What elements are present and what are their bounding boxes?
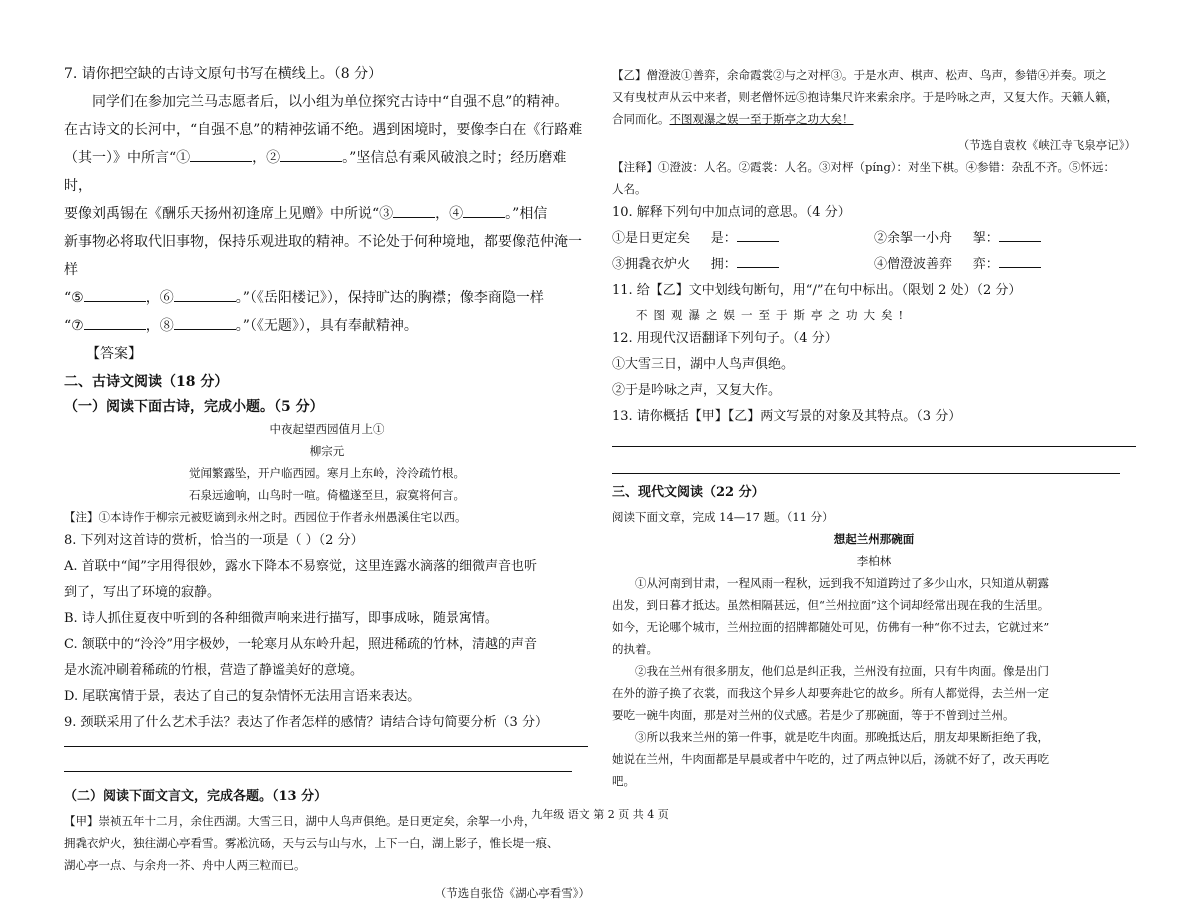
q10-item-label: 拥： [710, 257, 737, 272]
q10-item [612, 226, 874, 252]
q7-line: 新事物必将取代旧事物，保持乐观进取的精神。不论处于何种境地，都要像范仲淹一样 [64, 234, 582, 278]
blank-1[interactable] [190, 147, 252, 162]
q8-option-c: C. 颔联中的“泠泠”用字极妙，一轮寒月从东岭升起，照进稀疏的竹林，清越的声音 [64, 637, 538, 652]
q7-text: ，② [252, 150, 281, 166]
yi-note: 人名。 [612, 182, 647, 196]
q11-sentence: 不图观瀑之娱一至于斯亭之功大矣! [636, 308, 910, 322]
jia-source: （节选自张岱《湖心亭看雪》） [434, 886, 590, 900]
article-paragraph: ①从河南到甘肃，一程风雨一程秋，远到我不知道跨过了多少山水，只知道从朝露 [635, 576, 1049, 590]
yi-text: 又有曳杖声从云中来者，则老僧怀远⑤抱诗集尺许来索余序。于是吟咏之声，又复大作。天籁人籁， [612, 90, 1118, 104]
yi-text-part: 合同而化。 [612, 112, 670, 126]
article-paragraph: 如今，无论哪个城市，兰州拉面的招牌都随处可见，仿佛有一种“你不过去，它就过来” [612, 620, 1050, 634]
q10-blank[interactable] [999, 253, 1041, 268]
q7-title: 7. 请你把空缺的古诗文原句书写在横线上。（8 分） [64, 66, 383, 82]
q10-blank[interactable] [999, 227, 1041, 242]
q7-line [64, 284, 590, 312]
q10-item [874, 252, 1136, 278]
q7-line: 在古诗文的长河中，“自强不息”的精神弦诵不绝。遇到困境时，要像李白在《行路难 [64, 122, 583, 138]
q12-title: 12. 用现代汉语翻译下列句子。（4 分） [612, 331, 838, 346]
part2-title: （二）阅读下面文言文，完成各题。（13 分） [64, 789, 328, 804]
blank-8[interactable] [174, 315, 236, 330]
blank-3[interactable] [393, 203, 435, 218]
q9-title: 9. 颈联采用了什么艺术手法？表达了作者怎样的感情？请结合诗句简要分析（3 分） [64, 715, 548, 730]
q8-option-c: 是水流冲刷着稀疏的竹根，营造了静谧美好的意境。 [64, 663, 364, 678]
q7-line [64, 144, 590, 200]
article-paragraph: 要吃一碗牛肉面，那是对兰州的仪式感。若是少了那碗面，等于不曾到过兰州。 [612, 708, 1015, 722]
page-footer: 九年级 语文 第 2 页 共 4 页 [531, 808, 669, 821]
blank-2[interactable] [280, 147, 342, 162]
yi-text [612, 108, 1136, 130]
poem-line: 石泉远逾响，山鸟时一喧。倚楹遂至旦，寂寞将何言。 [189, 488, 465, 502]
q10-item-label: 挐： [972, 231, 999, 246]
q8-option-b: B. 诗人抓住夏夜中听到的各种细微声响来进行描写，即事成咏，随景寓情。 [64, 611, 498, 626]
q10-blank[interactable] [737, 227, 779, 242]
q7-text: ，⑥ [145, 290, 174, 306]
q10-item-text: ①是日更定矣 [612, 231, 691, 246]
q10-item-text: ②余挐一小舟 [874, 231, 953, 246]
q10-row [612, 226, 1136, 252]
q7-text: 。”（《岳阳楼记》），保持旷达的胸襟；像李商隐一样 [235, 290, 544, 306]
answer-label: 【答案】 [86, 346, 142, 362]
right-column [612, 64, 1136, 792]
q7-text: ，④ [435, 206, 464, 222]
article-paragraph: 在外的游子换了衣裳，而我这个异乡人却要奔赴它的故乡。所有人都觉得，去兰州一定 [612, 686, 1049, 700]
q7-text: 要像刘禹锡在《酬乐天扬州初逢席上见赠》中所说“③ [64, 206, 394, 222]
part1-title: （一）阅读下面古诗，完成小题。（5 分） [64, 399, 324, 415]
underlined-sentence: 不图观瀑之娱一至于斯亭之功大矣！ [669, 112, 854, 126]
jia-text: 【甲】崇祯五年十二月，余住西湖。大雪三日，湖中人鸟声俱绝。是日更定矣，余挐一小舟， [64, 814, 536, 828]
section3-intro: 阅读下面文章，完成 14—17 题。（11 分） [612, 510, 834, 524]
q10-item [874, 226, 1136, 252]
q8-title: 8. 下列对这首诗的赏析，恰当的一项是（ ）（2 分） [64, 533, 364, 548]
section3-title: 三、现代文阅读（22 分） [612, 485, 765, 500]
q13-title: 13. 请你概括【甲】【乙】两文写景的对象及其特点。（3 分） [612, 409, 962, 424]
yi-note: 【注释】①澄波：人名。②霞裳：人名。③对枰（píng）：对坐下棋。④参错：杂乱不齐。⑤怀远： [612, 160, 1116, 174]
q7-text: 。”（《无题》），具有奉献精神。 [235, 318, 418, 334]
blank-5[interactable] [84, 287, 146, 302]
left-column [64, 60, 590, 904]
q7-text: 。”坚信总有乘风破浪之时；经历磨难时， [64, 150, 567, 194]
q10-row [612, 252, 1136, 278]
q12-item: ①大雪三日，湖中人鸟声俱绝。 [612, 357, 795, 372]
q7-text: “⑤ [64, 290, 84, 306]
article-title: 想起兰州那碗面 [833, 532, 915, 546]
blank-4[interactable] [463, 203, 505, 218]
blank-7[interactable] [84, 315, 146, 330]
poem-note: 【注】①本诗作于柳宗元被贬谪到永州之时。西园位于作者永州愚溪住宅以西。 [64, 510, 467, 524]
answer-line[interactable] [612, 446, 1136, 447]
q11-title: 11. 给【乙】文中划线句断句，用“/”在句中标出。（限划 2 处）（2 分） [612, 283, 1022, 298]
q7-text: ，⑧ [145, 318, 174, 334]
answer-line[interactable] [64, 771, 572, 772]
article-paragraph: ③所以我来兰州的第一件事，就是吃牛肉面。那晚抵达后，朋友却果断拒绝了我， [635, 730, 1049, 744]
q7-line [64, 200, 590, 228]
q7-text: 。”相信 [505, 206, 548, 222]
q10-item-label: 弈： [972, 257, 999, 272]
q10-item-text: ③拥毳衣炉火 [612, 257, 691, 272]
jia-text: 湖心亭一点、与余舟一芥、舟中人两三粒而已。 [64, 858, 306, 872]
poem-author: 柳宗元 [309, 444, 345, 458]
q8-option-a: 到了，写出了环境的寂静。 [64, 585, 221, 600]
yi-text: 【乙】僧澄波①善弈，余命霞裳②与之对枰③。于是水声、棋声、松声、鸟声，参错④并奏。项之 [612, 68, 1107, 82]
article-paragraph: ②我在兰州有很多朋友，他们总是纠正我，兰州没有拉面，只有牛肉面。像是出门 [635, 664, 1049, 678]
jia-text: 拥毳衣炉火，独往湖心亭看雪。雾凇沆砀，天与云与山与水，上下一白，湖上影子，惟长堤一痕、 [64, 836, 559, 850]
article-paragraph: 她说在兰州，牛肉面都是早晨或者中午吃的，过了两点钟以后，汤就不好了，改天再吃 [612, 752, 1049, 766]
answer-line[interactable] [612, 473, 1120, 474]
q7-line: 同学们在参加完兰马志愿者后，以小组为单位探究古诗中“自强不息”的精神。 [92, 94, 569, 110]
answer-line[interactable] [64, 746, 588, 747]
q10-item-label: 是： [710, 231, 737, 246]
q7-text: （其一）》中所言“① [64, 150, 191, 166]
section2-title: 二、古诗文阅读（18 分） [64, 374, 229, 390]
q7-text: “⑦ [64, 318, 84, 334]
article-paragraph: 的执着。 [612, 642, 658, 656]
q10-item-text: ④僧澄波善弈 [874, 257, 953, 272]
yi-source: （节选自袁枚《峡江寺飞泉亭记》） [957, 138, 1136, 152]
blank-6[interactable] [174, 287, 236, 302]
article-paragraph: 吧。 [612, 774, 635, 788]
article-author: 李柏林 [856, 554, 892, 568]
q12-item: ②于是吟咏之声，又复大作。 [612, 383, 782, 398]
q8-option-a: A. 首联中“闻”字用得很妙，露水下降本不易察觉，这里连露水滴落的细微声音也听 [64, 559, 537, 574]
poem-line: 觉闻繁露坠，开户临西园。寒月上东岭，泠泠疏竹根。 [189, 466, 465, 480]
q10-item [612, 252, 874, 278]
q10-blank[interactable] [737, 253, 779, 268]
poem-title: 中夜起望西园值月上① [269, 422, 385, 436]
q7-line [64, 312, 590, 340]
q8-option-d: D. 尾联寓情于景，表达了自己的复杂情怀无法用言语来表达。 [64, 689, 421, 704]
article-paragraph: 出发，到日暮才抵达。虽然相隔甚远，但“兰州拉面”这个词却经常出现在我的生活里。 [612, 598, 1050, 612]
q10-title: 10. 解释下列句中加点词的意思。（4 分） [612, 205, 851, 220]
